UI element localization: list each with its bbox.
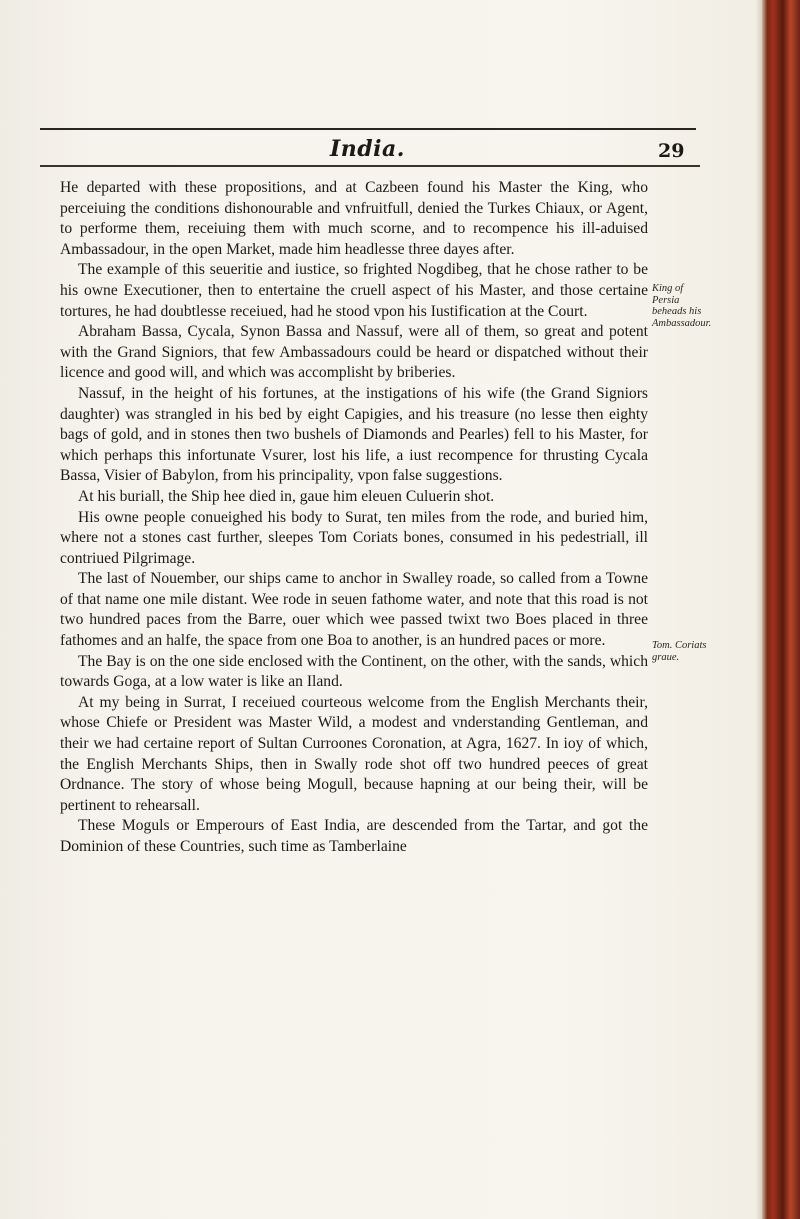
running-head: India. [330, 136, 405, 162]
paragraph: The example of this seueritie and iustice, so frighted Nogdibeg, that he chose rather to be his owne Executioner, then to entertaine the cruell aspect of his Master, and those certaine tortures, he had doubtlesse receiued, had he stood vpon his Iustification at the Court. [60, 261, 648, 320]
body-text [60, 178, 648, 858]
paragraph: The last of Nouember, our ships came to anchor in Swalley roade, so called from a Towne of that name one mile distant. Wee rode in seuen fathome water, and note that this road is not two hundred paces from the Barre, ouer which wee passed twixt two Boes placed in three fathomes and an halfe, the space from one Boa to another, is an hundred paces or more. [60, 570, 648, 650]
paragraph: These Moguls or Emperours of East India, are descended from the Tartar, and got the Dominion of these Countries, such time as Tamberlaine [60, 817, 648, 855]
paragraph: His owne people conueighed his body to Surat, ten miles from the rode, and buried him, where not a stones cast further, sleepes Tom Coriats bones, consumed in his pedestriall, ill contriued Pilgrimage. [60, 508, 648, 567]
header-rule [40, 165, 700, 167]
paragraph: He departed with these propositions, and at Cazbeen found his Master the King, who perceiuing the conditions dishonourable and vnfruitfull, denied the Turkes Chiaux, or Agent, to performe them, receiuing them with much scorne, and to recompence his ill-aduised Ambassadour, in the open Market, made him headlesse three dayes after. [60, 179, 648, 258]
margin-note: Tom. Coriats graue. [652, 640, 707, 663]
margin-note: King of Persia beheads his Ambassadour. [652, 283, 712, 329]
paragraph: At his buriall, the Ship hee died in, gaue him eleuen Culuerin shot. [78, 487, 495, 505]
paragraph: Abraham Bassa, Cycala, Synon Bassa and Nassuf, were all of them, so great and potent with the Grand Signiors, that few Ambassadours could be heard or dispatched without their licence and good will, and which was accomplisht by briberies. [60, 323, 648, 382]
page-number: 29 [658, 140, 685, 162]
paragraph: Nassuf, in the height of his fortunes, at the instigations of his wife (the Grand Signiors daughter) was strangled in his bed by eight Capigies, and his treasure (no lesse then eighty bags of gold, and in stones then two bushels of Diamonds and Pearles) fell to his Master, for which perhaps this infortunate Vsurer, lost his life, a iust recompence for thrusting Cycala Bassa, Visier of Babylon, from his principality, vpon false suggestions. [60, 384, 648, 485]
book-spine [762, 0, 800, 1219]
paragraph: The Bay is on the one side enclosed with the Continent, on the other, with the sands, which towards Goga, at a low water is like an Iland. [60, 652, 648, 691]
top-rule [40, 128, 696, 130]
paragraph: At my being in Surrat, I receiued courteous welcome from the English Merchants their, whose Chiefe or President was Master Wild, a modest and vnderstanding Gentleman, and their we had certaine report of Sultan Curroones Coronation, at Agra, 1627. In ioy of which, the English Merchants Ships, then in Swally rode shot off two hundred peeces of great Ordnance. The story of whose being Mogull, because hapning at our being their, will be pertinent to rehearsall. [60, 693, 648, 814]
